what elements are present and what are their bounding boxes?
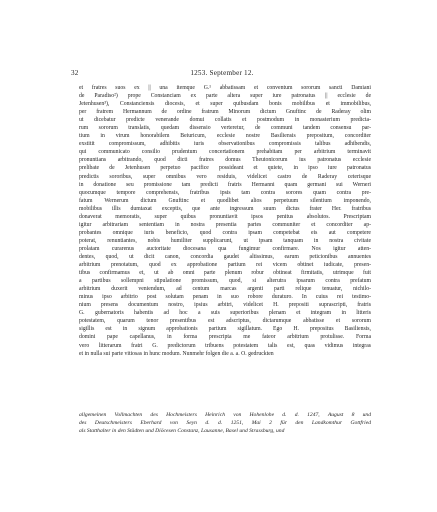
text-line: minus ipso arbitrio post solutam penam in suo robore duraturo. In cuius rei testimo- [79,294,371,301]
text-line: dentes, quod, ut dicit canon, concordia gaudet altissimus, earum peticionibus annuentes [79,253,371,260]
text-line: mobilibus illis dumtaxat exceptis, que ante ingressum suum dictus frater Her. fratribus [79,205,371,212]
text-line: per fratrem Hermannum de ordine fratrum Minorum dictum Gnuftinc de Raderay olim [79,109,371,116]
text-line: prelibate de Jetenhusen perpetuo pacifice possideant et quiete, in ipso iure patronatus [79,165,371,172]
running-head [71,69,373,78]
text-line: ut dicebatur predicte venerande domui collatis et postmodum in monasterium predicta- [79,117,371,124]
text-line: Jetenhusen³), Constanciensis diocesis, et super quibusdam bonis mobilibus et immobilibus, [79,101,371,108]
text-line: arbitrium duxerit veniendum, ad centum marcas argenti parti relique tenuatur, nichilo- [79,286,371,293]
text-line: qui communicato consilio prudentum concertationem prehabitam per arbitrium terminavit [79,149,371,156]
note-line: des Deutschmeisters Eberhard von Seyn d. d. 1251, Mai 2 für den Landkomthur Gottfried [79,419,371,426]
text-line: nium presens documentum nostro, ipsius arbitri, videlicet H. prepositi suprascripti, fratris [79,302,371,309]
text-line: igitur arbitrariam sententiam in nostra presentia partes communiter et concorditer ap- [79,221,371,228]
text-line: rum sororum translatis, quedam dissensio verteretur, de communi tandem consensu par- [79,125,371,132]
text-line: probantes omnique iuris beneficio, quod contra ipsam competebat eis aut competere [79,229,371,236]
page-number: 32 [71,69,79,77]
text-line: tibus confirmamus et, ut ab omni parte plenum robur obtineat firmitatis, utrimque fuit [79,270,371,277]
running-head-date: 1253. September 12. [190,69,254,77]
text-line: exstitit compromissum, adhibitis iuris observationibus compromissis talibus adhibendis, [79,141,371,148]
text-line: et in nulla sui parte vitiosas in hunc modum. Nunmehr folgen die a. a. O. gedruckten [79,350,274,357]
text-line: donaverat memoratis, super quibus pronuntiavit ipsos penitus absolutos. Prescriptam [79,213,371,220]
charter-text [79,84,371,358]
text-line: de Paradiso²) prope Constanciam ex parte altera super iure patronatus || ecclesie de [79,93,371,100]
text-line: sigillis est in signum approbationis partium sigillatum. Ego H. prepositus Basiliensis, [79,326,371,333]
text-line: et fratres suos ex || una itemque G.¹ abbatissam et conventum sororum sancti Damiani [79,85,371,91]
text-line: G. gubernatoris habentis ad hoc a suis superioribus plenam et integram in litteris [79,310,371,317]
text-line: in donatione seu promissione tam predicti fratris Hermanni quam germani sui Werneri [79,181,371,188]
text-line: vero litterarum fratri G. predictorum tribuens potestatem talis est, quas vidimus integras [79,342,371,349]
text-line: poterat, renuntiantes, nobis humiliter supplicarunt, ut ipsam tanquam in nostra civitate [79,237,371,244]
text-line: tium in virum honorabilem Beiuricum, ecclesie nostre Basiliensis prepositum, concorditer [79,133,371,140]
text-line: a partibus sollempni stipulatione promissum, quod, si alterutra ipsarum contra prefatum [79,278,371,285]
text-line: fatum Wernerum dictum Gnuftinc et quodlibet alios perpetuum silentium imponendo, [79,197,371,204]
note-line: als Statthalter in den Städten und Diöcesen Constanz, Lausanne, Basel und Strassburg, und [79,427,285,434]
text-line: domini pape capellanus, in forma prescripta me fateor arbitrium protulisse. Forma [79,334,371,341]
text-line: quocumque tempore comprehensis, fratribus ipsis tam contra sorores quam contra pre- [79,189,371,196]
text-line: pronuntians arbitrando, quod dicti fratres domus Theutonicorum ius patronatus ecclesie [79,157,371,164]
text-line: arbitrium prenotatum, quod ex approbatione partium rei vicem obtinet iudicate, presen- [79,262,371,269]
text-line: prolatam curarenus auctoritate diocesana qua fungimur confirmare. Nos igitur atten- [79,245,371,252]
note-line: allgemeinen Vollmachten des Hochmeisters Heinrich von Hohenlohe d. d. 1247, August 8 und [79,412,371,418]
text-line: potestatem, quarum tenor presentibus est adscriptus, dictarumque abbatisse et sororum [79,318,371,325]
editorial-note [79,412,371,436]
text-line: predictis sororibus, super omnibus vero residuis, videlicet castro de Raderay ceterisque [79,173,371,180]
